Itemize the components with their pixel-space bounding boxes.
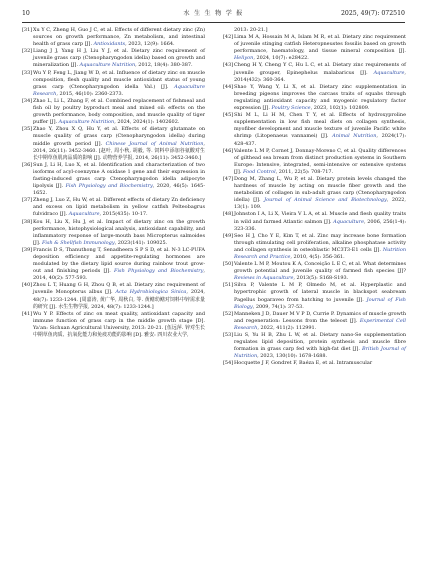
journal-name-link[interactable]: Heliyon bbox=[234, 55, 254, 62]
reference-citation: Xu Y C, Zheng H, Guo J C, et al. Effects of different dietary zinc (Zn) sources on growth performance, Zn metabolism, and intestinal health of grass carp [J]. bbox=[33, 27, 205, 48]
reference-number: [38] bbox=[22, 218, 33, 225]
journal-name-link[interactable]: Journal of Animal Science and Biotechnology bbox=[264, 197, 387, 204]
reference-citation: Valente L M P, Moutou K A, Conceição L E C, et al. What determines growth potential and juvenile quality of farmed fish species [J]? bbox=[234, 261, 406, 275]
reference-text bbox=[234, 112, 406, 146]
reference-number: [53] bbox=[223, 332, 234, 339]
reference-text bbox=[33, 126, 205, 160]
reference-citation: 2013: 20-21.] bbox=[234, 27, 268, 33]
reference-details: , 2015(435): 10-17. bbox=[99, 211, 148, 218]
reference-number: [32] bbox=[22, 48, 33, 55]
reference-details: , 2023, 12(9): 1664. bbox=[125, 41, 175, 48]
reference-number: [51] bbox=[223, 282, 234, 289]
reference-text bbox=[234, 233, 406, 260]
journal-name-link[interactable]: Fish & Shellfish Immunology bbox=[41, 239, 115, 246]
reference-item bbox=[22, 162, 205, 197]
reference-number: [45] bbox=[223, 112, 234, 119]
reference-text bbox=[33, 311, 205, 338]
reference-citation: Hocquette J F, Gondret F, Baéza E, et al. Intramuscular bbox=[234, 360, 373, 367]
journal-name-link[interactable]: Antioxidants bbox=[93, 41, 126, 48]
reference-citation: Manneken J D, Dauer M V P D, Currie P. Dynamics of muscle growth and regeneration: Lessons from the teleost [J]. bbox=[234, 310, 406, 324]
reference-text bbox=[234, 311, 406, 331]
reference-details: , 2012, 18(4): 380-387. bbox=[135, 62, 193, 69]
reference-citation: Zhou L T, Huang G H, Zhou Q B, et al. Dietary zinc requirement of juvenile Monopterus albus [J]. bbox=[33, 282, 205, 296]
reference-text bbox=[234, 360, 372, 366]
reference-item bbox=[22, 219, 205, 247]
reference-item bbox=[223, 282, 406, 310]
reference-text bbox=[33, 48, 205, 68]
reference-number: [41] bbox=[22, 310, 33, 317]
reference-details: , 2010, 4(5): 356-361. bbox=[290, 254, 345, 260]
reference-details: , 2020, 46(5): 1645-1652. bbox=[33, 183, 205, 197]
reference-item bbox=[223, 84, 406, 112]
journal-name-link[interactable]: Fish Physiology and Biochemistry bbox=[114, 268, 204, 275]
reference-citation: Wu Y P, Feng L, Jiang W D, et al. Influence of dietary zinc on muscle composition, flesh quality and muscle antioxidant status of young grass carp (Ctenopharyngodon idella Val.) [J]. bbox=[33, 69, 205, 90]
reference-text bbox=[33, 247, 205, 281]
journal-name-link[interactable]: Fish Physiology and Biochemistry bbox=[65, 183, 153, 190]
reference-text bbox=[234, 34, 406, 61]
reference-item bbox=[22, 70, 205, 98]
reference-text bbox=[33, 98, 205, 125]
reference-item bbox=[22, 282, 205, 310]
reference-details: , 2013(5): S168-S193. bbox=[293, 275, 349, 282]
journal-name-link[interactable]: Aquaculture Nutrition bbox=[79, 62, 136, 69]
reference-number: [31] bbox=[22, 27, 33, 33]
reference-number: [35] bbox=[22, 126, 33, 133]
reference-citation: Silva P, Valente L M P, Olmedo M, et al. Hyperplastic and hypertrophic growth of lateral muscle in blackspot seabream Pagellus bogaraveo from hatching to juvenile [J]. bbox=[234, 282, 406, 303]
reference-text bbox=[234, 148, 406, 175]
reference-item bbox=[223, 148, 406, 176]
reference-citation: Dong M, Zhang L, Wu P, et al. Dietary protein levels changed the hardness of muscle by acting on muscle fiber growth and the metabolism of collagen in sub-adult grass carp (Ctenopharyngodon idella) [J]. bbox=[234, 175, 406, 204]
reference-details: , 2006, 256(1-4): 323-336. bbox=[234, 218, 406, 232]
reference-item bbox=[223, 211, 406, 232]
reference-number: [52] bbox=[223, 310, 234, 317]
journal-name-link[interactable]: Aquaculture Research bbox=[33, 83, 205, 97]
reference-details: , 2023, 102(1): 102809. bbox=[310, 105, 370, 112]
reference-item bbox=[223, 311, 406, 332]
reference-details: , 2022, 411(2): 112991. bbox=[257, 324, 317, 331]
reference-citation: Sun J, Li H, Luo X, et al. Identification and characterization of two isoforms of acyl-coenzyme A oxidase 1 gene and their expression in fasting-induced grass carp Ctenopharyngodon idella adipocyte lipolysis [J]. bbox=[33, 161, 205, 190]
reference-details: , 2024(17): 428-437. bbox=[234, 133, 406, 147]
reference-item bbox=[22, 98, 205, 126]
reference-text bbox=[33, 70, 205, 97]
reference-number: [36] bbox=[22, 161, 33, 168]
reference-number: [47] bbox=[223, 175, 234, 182]
reference-citation: Francis D S, Thanuthong T, Senadheera S P S D, et al. N-3 LC-PUFA deposition efficiency and appetite-regulating hormones are modulated by the dietary lipid source during rainbow trout grow-out and finishing periods [J]. bbox=[33, 246, 205, 275]
page-number: 10 bbox=[22, 10, 30, 17]
reference-citation: Zhao L, Li L, Zhang F, et al. Combined replacement of fishmeal and fish oil by poultry byproduct meal and mixed oil: effects on the growth performance, body composition, and muscle quality of tiger puffer [J]. bbox=[33, 97, 205, 126]
reference-item bbox=[22, 311, 205, 339]
reference-details: , 2014(432): 360-364. bbox=[234, 69, 406, 83]
reference-citation: Johnston I A, Li X, Vieira V L A, et al. Muscle and flesh quality traits in wild and farmed Atlantic salmon [J]. bbox=[234, 211, 406, 225]
reference-item bbox=[22, 126, 205, 161]
reference-citation: Kou H, Liu X, Hu J, et al. Impact of dietary zinc on the growth performance, histophysiological analysis, antioxidant capability, and inflammatory response of large-mouth bass Micropterus salmoides [J]. bbox=[33, 218, 205, 246]
reference-item bbox=[223, 62, 406, 83]
reference-citation: Valente L M P, Cornet J, Donnay-Moreno C, et al. Quality differences of gilthead sea bream from distinct production systems in Southern Europe: Intensive, integrated, semi-intensive or extensive systems [J]. bbox=[234, 147, 406, 175]
reference-number: [42] bbox=[223, 34, 234, 41]
journal-name-link[interactable]: British Journal of Nutrition bbox=[234, 346, 406, 360]
reference-number: [43] bbox=[223, 62, 234, 69]
reference-number: [44] bbox=[223, 83, 234, 90]
reference-item bbox=[223, 233, 406, 261]
journal-name-link[interactable]: Aquaculture bbox=[373, 69, 405, 76]
reference-item bbox=[22, 48, 205, 69]
reference-item bbox=[223, 34, 406, 62]
reference-citation: Liang J J, Yang H J, Liu Y J, et al. Dietary zinc requirement of juvenile grass carp (Ctenopharyngodon idella) based on growth and mineralization [J]. bbox=[33, 48, 205, 69]
reference-item bbox=[223, 261, 406, 282]
reference-citation: Lima M A, Hossain M A, Islam M R, et al. Dietary zinc requirement of juvenile stinging catfish Heteropneustes fossilis based on growth performance, haematology, and tissue mineral composition [J]. bbox=[234, 34, 406, 55]
reference-number: [50] bbox=[223, 261, 234, 268]
running-header bbox=[22, 8, 405, 23]
reference-text bbox=[234, 282, 406, 309]
journal-name-link[interactable]: Nutrition Research and Practice bbox=[234, 246, 406, 260]
reference-text bbox=[33, 162, 205, 196]
reference-number: [54] bbox=[223, 360, 234, 367]
journal-name-link[interactable]: Chinese Journal of Animal Nutrition bbox=[105, 140, 204, 147]
reference-details: , 2022, 13(1): 109. bbox=[234, 197, 406, 211]
reference-text bbox=[33, 197, 205, 217]
reference-details: , 2014, 40(2): 577-593. bbox=[33, 268, 205, 282]
reference-details: , 2015, 46(10): 2360-2373. bbox=[56, 90, 124, 97]
reference-details: , 2024, 48(7): 1233-1244. [周嘉涛, 黄广华, 周秋白, 等. 黄鳝幼鳝对饲料中锌需求量的研究 [J]. 水生生物学报, 2024, 48(7): 1233-1244.] bbox=[33, 289, 205, 310]
reference-details: , 2024, 10(7): e28422. bbox=[253, 55, 309, 62]
reference-citation: Cheng H Y, Cheng Y C, Hu L C, et al. Dietary zinc requirements of juvenile grouper, Epinephelus malabaricus [J]. bbox=[234, 62, 406, 76]
reference-citation: Shi M L, Li H M, Chen T Y, et al. Effects of hydroxyproline supplementation in low fish meal diets on collagen synthesis, myofiber development and muscle texture of juvenile Pacific white shrimp (Litopenaeus vannamei) [J]. bbox=[234, 112, 406, 140]
reference-text bbox=[234, 176, 406, 210]
reference-text bbox=[33, 282, 205, 309]
journal-name-link[interactable]: Aquaculture Nutrition bbox=[58, 119, 115, 126]
journal-name-link[interactable]: Aquaculture bbox=[68, 211, 100, 218]
reference-item bbox=[223, 360, 406, 367]
volume-info: 2025, 49(7): 072510 bbox=[341, 10, 405, 17]
reference-number: [39] bbox=[22, 246, 33, 253]
reference-number: [34] bbox=[22, 97, 33, 104]
reference-citation: Liu S, Yu H B, Zhu L W, et al. Dietary nano-Se supplementation regulates lipid deposition, protein synthesis and muscle fibre formation in grass carp fed with high-fat diet [J]. bbox=[234, 332, 406, 353]
reference-number: [49] bbox=[223, 232, 234, 239]
reference-details: , 2009, 74(1): 37-53. bbox=[252, 303, 304, 310]
reference-number: [37] bbox=[22, 197, 33, 204]
reference-item bbox=[223, 27, 406, 34]
journal-name-link[interactable]: Food Control bbox=[242, 168, 276, 175]
reference-text bbox=[234, 211, 406, 231]
reference-item bbox=[22, 247, 205, 282]
reference-text bbox=[234, 84, 406, 111]
reference-citation: Seo H J, Cho Y E, Kim T, et al. Zinc may increase bone formation through stimulating cell proliferation, alkaline phosphatase activity and collagen synthesis in osteoblastic MC3T3-E1 cells [J]. bbox=[234, 232, 406, 253]
reference-text bbox=[234, 261, 406, 281]
reference-text bbox=[234, 332, 406, 359]
journal-name-link[interactable]: Poultry Science bbox=[271, 105, 311, 112]
reference-number: [48] bbox=[223, 211, 234, 218]
reference-text bbox=[234, 27, 268, 33]
reference-details: , 2023(141): 109025. bbox=[114, 239, 168, 246]
journal-name-link[interactable]: Experimental Cell Research bbox=[234, 317, 406, 331]
reference-details: , 2014, 26(11): 3452-3460. [赵叶, 周小秋, 胡毅, 等. 饲料中添加谷氨酸对生长中期草鱼肌肉品质的影响 [J]. 动物营养学报, 2014, 26(11): 3452-3460.] bbox=[33, 140, 205, 161]
reference-text bbox=[33, 27, 205, 47]
reference-column-left bbox=[22, 27, 205, 339]
reference-number: [40] bbox=[22, 282, 33, 289]
reference-citation: Wu Y P. Effects of zinc on meat quality, antioxidant capacity and immune function of grass carp in the middle growth stage [D]. Ya'an: Sichuan Agricultural University, 2013: 20-21. [伍远萍. 锌对生长中期草鱼肉质、抗氧化能力和免疫功能的影响 [D]. 雅安: 四川农业大学, bbox=[33, 310, 205, 339]
reference-item bbox=[223, 332, 406, 360]
reference-details: , 2023, 130(10): 1678-1688. bbox=[257, 353, 328, 360]
reference-citation: Zhao Y, Zhou X Q, Hu Y, et al. Effects of dietary glutamate on muscle quality of grass carp (Ctenopharyngodon idella) during middle growth period [J]. bbox=[33, 126, 205, 147]
reference-citation: Shao Y, Wang Y, Li X, et al. Dietary zinc supplementation in breeding pigeons improves the carcass traits of squabs through regulating antioxidant capacity and myogenic regulatory factor expression [J]. bbox=[234, 83, 406, 112]
journal-title: 水 生 生 物 学 报 bbox=[183, 10, 244, 17]
reference-details: , 2024, 2024(1): 1402602. bbox=[114, 119, 180, 126]
reference-item bbox=[223, 176, 406, 211]
reference-number: [33] bbox=[22, 69, 33, 76]
reference-number: [46] bbox=[223, 147, 234, 154]
reference-item bbox=[223, 112, 406, 147]
reference-details: , 2011, 22(5): 708-717. bbox=[275, 168, 334, 175]
journal-name-link[interactable]: Aquaculture bbox=[333, 218, 364, 225]
reference-item bbox=[22, 27, 205, 48]
journal-name-link[interactable]: Acta Hydrobiologica Sinica bbox=[115, 289, 187, 296]
journal-name-link[interactable]: Animal Nutrition bbox=[332, 133, 377, 140]
reference-citation: Zheng J, Luo Z, Hu W, et al. Different effects of dietary Zn deficiency and excess on lipid metabolism in yellow catfish Pelteobagrus fulvidraco [J]. bbox=[33, 197, 205, 218]
reference-text bbox=[234, 62, 406, 82]
journal-name-link[interactable]: Journal of Fish Biology bbox=[234, 296, 406, 310]
reference-text bbox=[33, 219, 205, 246]
reference-column-right bbox=[223, 27, 406, 368]
journal-name-link[interactable]: Reviews in Aquaculture bbox=[234, 275, 294, 282]
reference-item bbox=[22, 197, 205, 218]
